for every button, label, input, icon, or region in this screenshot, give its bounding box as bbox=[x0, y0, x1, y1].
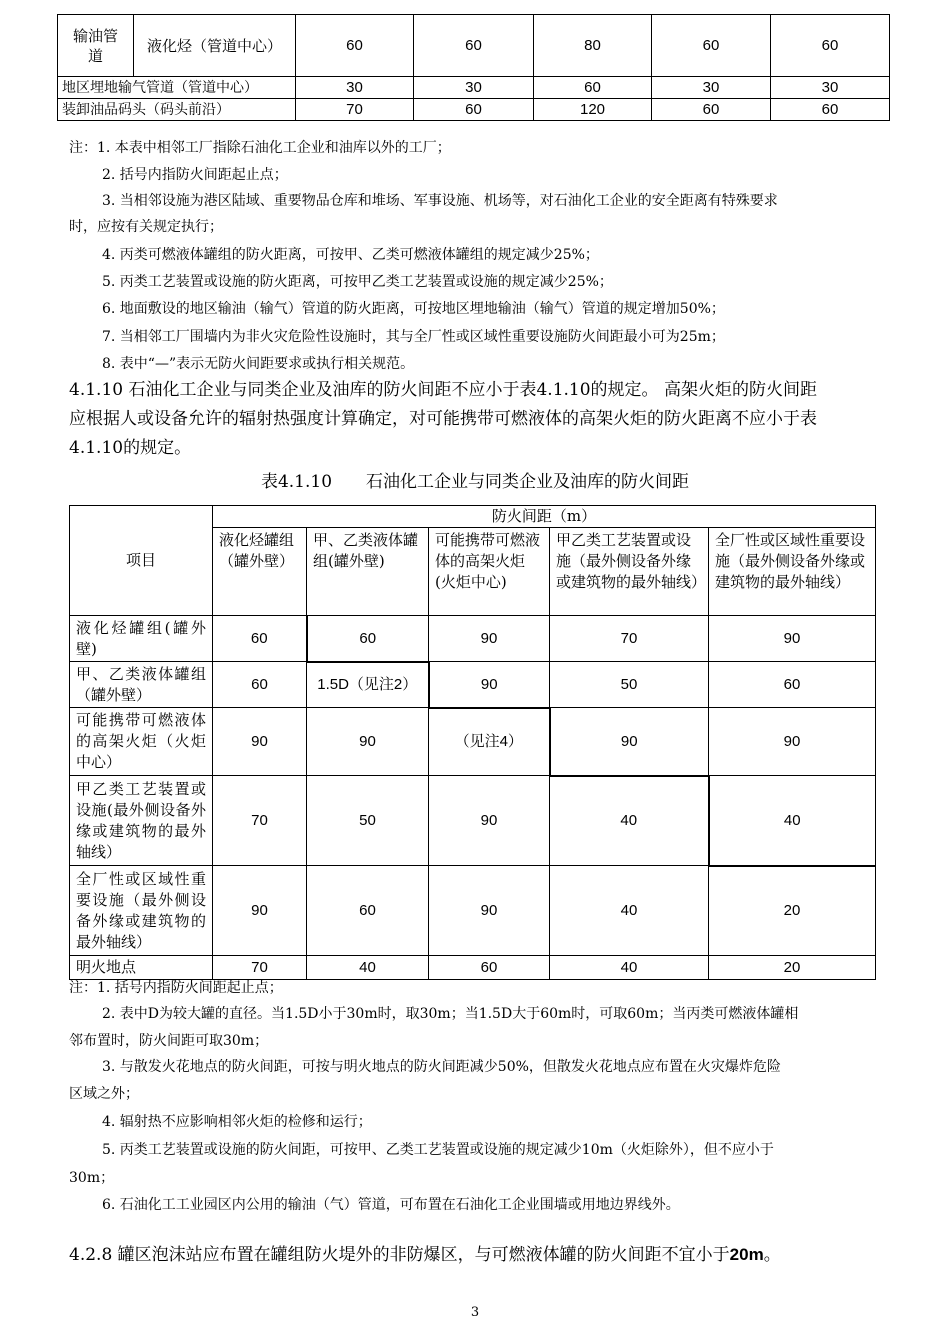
table-cell: 60 bbox=[213, 616, 307, 662]
note-line: 30m； bbox=[69, 1170, 115, 1186]
column-header: 可能携带可燃液体的高架火炬(火炬中心) bbox=[429, 528, 550, 616]
fire-distance-table bbox=[69, 505, 876, 980]
table-cell: 60 bbox=[534, 77, 652, 99]
table-cell: 60 bbox=[414, 99, 534, 121]
item-header: 项目 bbox=[70, 506, 213, 616]
row-label: 甲乙类工艺装置或设施(最外侧设备外缘或建筑物的最外轴线） bbox=[70, 776, 213, 866]
note-line: 3. 当相邻设施为港区陆域、重要物品仓库和堆场、军事设施、机场等，对石油化工企业的安全距离有特殊要求 bbox=[102, 193, 778, 209]
paragraph-line: 4.1.10 石油化工企业与同类企业及油库的防火间距不应小于表4.1.10的规定。 高架火炬的防火间距 bbox=[69, 380, 817, 400]
note-line: 4. 丙类可燃液体罐组的防火距离，可按甲、乙类可燃液体罐组的规定减少25%； bbox=[102, 247, 599, 263]
column-header: 全厂性或区域性重要设施（最外侧设备外缘或建筑物的最外轴线） bbox=[709, 528, 876, 616]
clause-4-1-10 bbox=[69, 376, 909, 463]
table-cell: 90 bbox=[307, 708, 429, 776]
table-cell: 90 bbox=[213, 708, 307, 776]
table-cell: 40 bbox=[550, 866, 709, 956]
table-row bbox=[70, 708, 876, 776]
table-cell: 60 bbox=[652, 15, 771, 77]
paragraph-tail: 。 bbox=[763, 1245, 781, 1265]
table-cell: 60 bbox=[213, 662, 307, 708]
table-cell: 60 bbox=[429, 956, 550, 980]
page-number: 3 bbox=[470, 1305, 480, 1320]
clause-4-2-8 bbox=[69, 1240, 909, 1270]
note-line: 6. 地面敷设的地区输油（输气）管道的防火距离，可按地区埋地输油（输气）管道的规定增加50%； bbox=[102, 301, 725, 317]
row-label: 甲、乙类液体罐组（罐外壁） bbox=[70, 662, 213, 708]
table-cell: 60 bbox=[296, 15, 414, 77]
row-label: 装卸油品码头（码头前沿） bbox=[58, 99, 296, 121]
table-cell: 60 bbox=[771, 15, 890, 77]
column-header: 甲乙类工艺装置或设施（最外侧设备外缘或建筑物的最外轴线） bbox=[550, 528, 709, 616]
emphasis-value: 20m bbox=[729, 1245, 764, 1264]
table-cell: 120 bbox=[534, 99, 652, 121]
note-line: 注：1. 括号内指防火间距起止点； bbox=[69, 980, 283, 996]
note-line: 时，应按有关规定执行； bbox=[69, 219, 223, 235]
table-cell: 60 bbox=[307, 866, 429, 956]
table-row bbox=[70, 662, 876, 708]
table-row bbox=[70, 776, 876, 866]
table-cell: 60 bbox=[771, 99, 890, 121]
table-cell: 40 bbox=[307, 956, 429, 980]
paragraph-line: 4.1.10的规定。 bbox=[69, 438, 192, 458]
table-cell: 40 bbox=[550, 956, 709, 980]
table-cell: 50 bbox=[550, 662, 709, 708]
row-label: 明火地点 bbox=[70, 956, 213, 980]
table-cell: 20 bbox=[709, 866, 876, 956]
note-line: 注：1. 本表中相邻工厂指除石油化工企业和油库以外的工厂； bbox=[69, 140, 451, 156]
table-cell: 50 bbox=[307, 776, 429, 866]
group-header: 防火间距（m） bbox=[213, 506, 876, 528]
note-line: 5. 丙类工艺装置或设施的防火距离，可按甲乙类工艺装置或设施的规定减少25%； bbox=[102, 274, 613, 290]
row-label: 液化烃（管道中心） bbox=[134, 15, 296, 77]
note-line: 5. 丙类工艺装置或设施的防火间距，可按甲、乙类工艺装置或设施的规定减少10m（火炬除外），但不应小于 bbox=[102, 1142, 774, 1158]
table-cell: 60 bbox=[307, 616, 429, 662]
table-row bbox=[58, 15, 890, 77]
table-cell: 90 bbox=[709, 708, 876, 776]
table-cell: 30 bbox=[652, 77, 771, 99]
note-line: 8. 表中“—”表示无防火间距要求或执行相关规范。 bbox=[102, 356, 415, 372]
column-header: 液化烃罐组（罐外壁） bbox=[213, 528, 307, 616]
row-label: 液化烃罐组(罐外壁) bbox=[70, 616, 213, 662]
table-cell: 70 bbox=[550, 616, 709, 662]
table-cell: 90 bbox=[550, 708, 709, 776]
table-cell: 60 bbox=[709, 662, 876, 708]
note-line: 2. 括号内指防火间距起止点； bbox=[102, 167, 288, 183]
table-cell: 90 bbox=[429, 662, 550, 708]
top-distance-table bbox=[57, 14, 890, 121]
table-cell: 60 bbox=[414, 15, 534, 77]
table-cell: 90 bbox=[429, 866, 550, 956]
table-cell: （见注4） bbox=[429, 708, 550, 776]
table-cell: 80 bbox=[534, 15, 652, 77]
table-header-row bbox=[70, 506, 876, 528]
table-cell: 40 bbox=[709, 776, 876, 866]
table-caption: 表4.1.10 石油化工企业与同类企业及油库的防火间距 bbox=[260, 472, 690, 492]
table-cell: 1.5D（见注2） bbox=[307, 662, 429, 708]
table-row bbox=[70, 866, 876, 956]
paragraph-line: 应根据人或设备允许的辐射热强度计算确定，对可能携带可燃液体的高架火炬的防火距离不应小于表 bbox=[69, 409, 817, 429]
table-cell: 40 bbox=[550, 776, 709, 866]
row-label: 地区埋地输气管道（管道中心） bbox=[58, 77, 296, 99]
table-row bbox=[70, 616, 876, 662]
note-line: 6. 石油化工工业园区内公用的输油（气）管道，可布置在石油化工企业围墙或用地边界线外。 bbox=[102, 1197, 680, 1213]
table-cell: 20 bbox=[709, 956, 876, 980]
note-line: 4. 辐射热不应影响相邻火炬的检修和运行； bbox=[102, 1114, 372, 1130]
row-label: 全厂性或区域性重要设施（最外侧设备外缘或建筑物的最外轴线） bbox=[70, 866, 213, 956]
row-group-label: 输油管道 bbox=[58, 15, 134, 77]
table-cell: 90 bbox=[213, 866, 307, 956]
note-line: 区域之外； bbox=[69, 1086, 139, 1102]
row-label: 可能携带可燃液体的高架火炬（火炬中心） bbox=[70, 708, 213, 776]
table-row bbox=[58, 77, 890, 99]
table-cell: 90 bbox=[429, 776, 550, 866]
table-cell: 30 bbox=[414, 77, 534, 99]
paragraph-text: 4.2.8 罐区泡沫站应布置在罐组防火堤外的非防爆区，与可燃液体罐的防火间距不宜小于 bbox=[69, 1245, 730, 1265]
table-cell: 70 bbox=[213, 776, 307, 866]
note-line: 2. 表中D为较大罐的直径。当1.5D小于30m时，取30m；当1.5D大于60m时，可取60m；当丙类可燃液体罐相 bbox=[102, 1006, 799, 1022]
note-line: 7. 当相邻工厂围墙内为非火灾危险性设施时，其与全厂性或区域性重要设施防火间距最小可为25m； bbox=[102, 329, 725, 345]
note-line: 3. 与散发火花地点的防火间距，可按与明火地点的防火间距减少50%，但散发火花地点应布置在火灾爆炸危险 bbox=[102, 1059, 781, 1075]
column-header: 甲、乙类液体罐组(罐外壁) bbox=[307, 528, 429, 616]
note-line: 邻布置时，防火间距可取30m； bbox=[69, 1033, 269, 1049]
table-cell: 30 bbox=[771, 77, 890, 99]
table-cell: 70 bbox=[213, 956, 307, 980]
table-row bbox=[58, 99, 890, 121]
table-cell: 70 bbox=[296, 99, 414, 121]
table-cell: 90 bbox=[709, 616, 876, 662]
table-cell: 30 bbox=[296, 77, 414, 99]
table-cell: 90 bbox=[429, 616, 550, 662]
table-cell: 60 bbox=[652, 99, 771, 121]
